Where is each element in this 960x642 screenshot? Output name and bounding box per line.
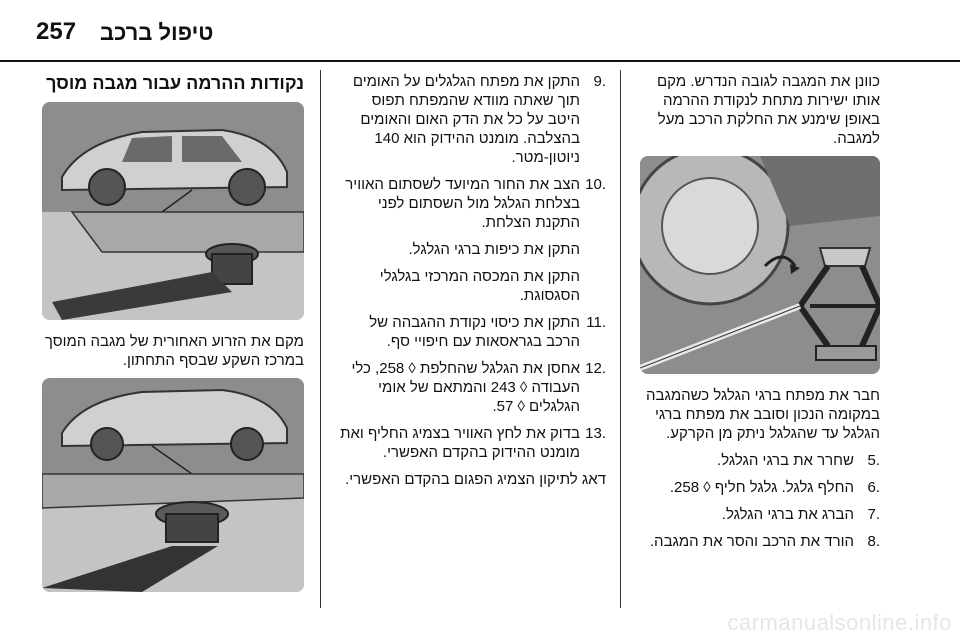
page-header: [0, 18, 960, 48]
right-column: [640, 72, 880, 559]
watermark: carmanualsonline.info: [727, 610, 952, 635]
jack-illustration: [640, 156, 880, 374]
repair-note: דאג לתיקון הצמיג הפגום בהקדם האפשרי.: [345, 471, 606, 488]
column-divider-left: [320, 70, 321, 608]
middle-column: [338, 72, 606, 497]
column-divider-right: [620, 70, 621, 608]
step-5: .5 שחרר את ברגי הגלגל.: [717, 452, 880, 469]
step-12: .12 אחסן את הגלגל שהחלפת ◊ 258, כלי העבודה ◊ 243 והמתאם של אומי הגלגלים ◊ 57.: [351, 360, 606, 415]
chapter-title: טיפול ברכב: [100, 20, 214, 45]
left-column: [38, 72, 304, 592]
step-10-note-caps: התקן את כיפות ברגי הגלגל.: [408, 241, 580, 258]
jack-caption: חבר את מפתח ברגי הגלגל כשהמגבה במקומה הנכון וסובב את מפתח ברגי הגלגל עד שהגלגל ניתק מן הקרקע.: [646, 387, 880, 442]
page-number: 257: [36, 18, 77, 45]
intro-paragraph: כוונן את המגבה לגובה הנדרש. מקם אותו ישירות מתחת לנקודת ההרמה באופן שימנע את החלקת הרכב מעל למגבה.: [657, 73, 880, 147]
step-7: .7 הברג את ברגי הגלגל.: [721, 506, 880, 523]
section-title: נקודות ההרמה עבור מגבה מוסך: [46, 73, 304, 93]
step-11: .11 התקן את כיסוי נקודת ההגבהה של הרכב בגראסאות עם חיפויי סף.: [369, 314, 606, 350]
lift-points-illustration-bottom: [42, 378, 304, 592]
step-10: .10 הצב את החור המיועד לשסתום האוויר בצלחת הגלגל מול השסתום לפני התקנת הצלחת.: [345, 176, 606, 231]
header-rule: [0, 60, 960, 62]
step-13: .13 בדוק את לחץ האוויר בצמיג החליף ואת מומנט ההידוק בהקדם האפשרי.: [340, 425, 606, 461]
lift-point-caption: מקם את הזרוע האחורית של מגבה המוסך במרכז השקע שבסף התחתון.: [44, 333, 304, 369]
step-8: .8 הורד את הרכב והסר את המגבה.: [649, 533, 880, 550]
lift-points-illustration-top: [42, 102, 304, 320]
step-6: .6 החלף גלגל. גלגל חליף ◊ 258.: [669, 479, 880, 496]
step-10-note-cover: התקן את המכסה המרכזי בגלגלי הסגסוגת.: [379, 268, 580, 304]
step-9: .9 התקן את מפתח הגלגלים על האומים תוך שאתה מוודא שהמפתח תפוס היטב על כל את הדק האום והאומים בהצלבה. מומנט ההידוק הוא 140 ניוטון-מטר.: [352, 73, 606, 166]
